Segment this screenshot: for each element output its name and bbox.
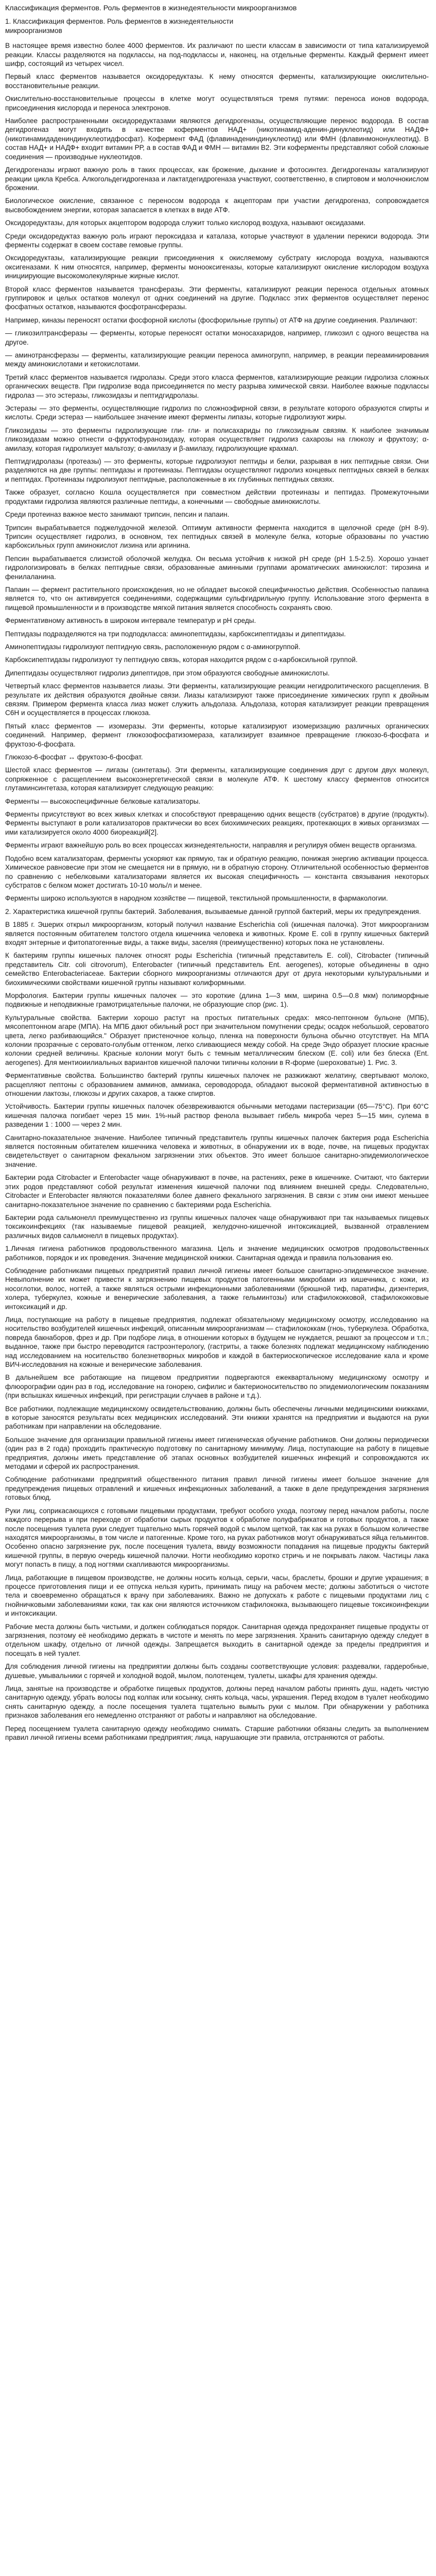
body-paragraph: Все работники, подлежащие медицинскому освидетельствованию, должны быть обеспечены личными медицинскими книжками, в которые заносятся результаты всех медицинских исследований. Эти книжки хранятся на предприятии и выдаются на руки работникам при направлении на обследование. (5, 1404, 429, 1431)
toc-line: микроорганизмов (5, 26, 62, 35)
body-paragraph: Для соблюдения личной гигиены на предприятии должны быть созданы соответствующие условия: раздевалки, гардеробные, душевые, умывальники с горячей и холодной водой, мылом, полотенцем, туалеты, шкафы для хранения одежды. (5, 1663, 429, 1680)
body-paragraph: Соблюдение работниками пищевых предприятий правил личной гигиены имеет большое санитарно-эпидемическое значение. Невыполнение их может привести к загрязнению пищевых продуктов патогенными микробами из кишечника, с кожи, из носоглотки, волос, ногтей, а также являться острыми инфекционными заболеваниями (брюшной тиф, паратифы, дизентерия, холера, туберкулез, кожные и венерические заболевания, а также гельминтозы) или стафилококковой, стафилококковые интоксикаций и др. (5, 1266, 429, 1311)
body-paragraph: Ферментативные свойства. Большинство бактерий группы кишечных палочек не разжижают желатину, свертывают молоко, расщепляют пептоны с образованием амминов, аммиака, сероводорода, обладают высокой ферментативной активностью в отношении лактозы, глюкозы и других сахаров, а также спиртов. (5, 1072, 429, 1098)
body-paragraph: К бактериям группы кишечных палочек относят роды Escherichia (типичный представитель E. coli), Citrobacter (типичный представитель Citr. coli citrovorum), Enterobacter (типичный представитель Ent. aerogenes), которые объединены в одно семейство Enterobacteriaceae. Бактерии сборного микроорганизмы отличаются друг от друга некоторыми культуральными и биохимическими свойствами кишечной группы называют колиформными. (5, 952, 429, 987)
body-paragraph: Третий класс ферментов называется гидролазы. Среди этого класса ферментов, катализирующие реакции гидролиза сложных органических веществ. При гидролизе вода присоединяется по месту разрыва химической связи. Наиболее важные подклассы гидролаз — это эстеразы, гликозидазы и пептидгидролазы. (5, 373, 429, 399)
body-paragraph: Ферменты играют важнейшую роль во всех процессах жизнедеятельности, направляя и регулируя обмен веществ организма. (5, 841, 417, 850)
body-paragraph: Ферменты присутствуют во всех живых клетках и способствуют превращению одних веществ (субстратов) в другие (продукты). Ферменты выступают в роли катализаторов практически во всех биохимических реакциях, протекающих в живых организмах — ими катализируется около 4000 биореакций[2]. (5, 810, 429, 836)
body-paragraph: Ферменты — высокоспецифичные белковые катализаторы. (5, 797, 201, 805)
body-paragraph: Аминопептидазы гидролизуют пептидную связь, расположенную рядом с α-аминогруппой. (5, 642, 301, 651)
body-paragraph: Эстеразы — это ферменты, осуществляющие гидролиз по сложноэфирной связи, в результате которого образуются спирты и кислоты. Среди эстераз — наибольшее значение имеют ферменты липазы, которые гидролизуют жиры. (5, 404, 429, 421)
body-paragraph: Ферментативному активность в широком интервале температур и рН среды. (5, 617, 256, 625)
body-paragraph: Культуральные свойства. Бактерии хорошо растут на простых питательных средах: мясо-пептонном бульоне (МПБ), мясопептонном агаре (МПА). На МПБ дают обильный рост при значительном помутнении среды; осадок небольшой, сероватого цвета, легко разбивающийся." Образует пристеночное кольцо, пленка на поверхности бульона обычно отсутствует. На МПА колонии прозрачные с серовато-голубым оттенком, легко сливающиеся между собой. На среде Эндо образует плоские красные колонии средней величины. Красные колонии могут быть с темным металлическим блеском (E. coli) или без блеска (Ent. aerogenes). Для ментиоиилиальных вариантов кишечной палочки типичны колонии в R-форме (шероховатые) 1. Рис. 3. (5, 1013, 429, 1066)
body-paragraph: Рабочие места должны быть чистыми, и должен соблюдаться порядок. Санитарная одежда предохраняет пищевые продукты от загрязнения, поэтому её необходимо держать в чистоте и менять по мере загрязнения. Хранить санитарную одежду следует в отдельном шкафу, отдельно от личной одежды. Запрещается выходить в санитарной одежде за пределы предприятия и посещать в ней туалет. (5, 1622, 429, 1657)
body-paragraph: Гликозидазы — это ферменты гидролизующие гли- гли- и полисахариды по гликозидным связям. К наиболее значимым гликозидазам можно отнести α-фруктофуранозидазу, которая осуществляет гидролиз сахарозы на глюкозу и фруктозу; α-амилазу, которая гидролизует мальтозу; α-амилазу и β-амилазу, гидролизующие крахмал. (5, 426, 429, 452)
body-paragraph: Биологическое окисление, связанное с переносом водорода к акцепторам при участии дегидрогеназ, сопровождается высвобождением энергии, которая запасается в клетках в виде АТФ. (5, 197, 429, 214)
body-paragraph: Папаин — фермент растительного происхождения, но не обладает высокой специфичностью действия. Особенностью папаина является то, что он активируется соединениями, содержащими сульфгидрильную группу. Использование этого фермента в пищевой промышленности и в производстве мягкой питания является способность сохранять свою. (5, 585, 429, 612)
body-paragraph: Большое значение для организации правильной гигиены имеет гигиеническая обучение работников. Они должны периодически (один раз в 2 года) проходить практическую подготовку по санитарному минимуму. Лица, поступающие на работу в пищевые предприятия, должны иметь представление об этапах основных возбудителей кишечных инфекций и сопровождаются их методами и сферой их распространения. (5, 1435, 429, 1471)
body-paragraph: 1.Личная гигиена работников продовольственного магазина. Цель и значение медицинских осмотров продовольственных работников, порядок и их проведения. Значение медицинской книжки. Санитарная одежда и правила пользования ею. (5, 1245, 429, 1262)
body-paragraph: Наиболее распространенными оксидоредуктазами являются дегидрогеназы, осуществляющие перенос водорода. В состав дегидрогеназ могут входить в качестве коферментов НАД+ (никотинамид-аденин-динуклеотид) или НАДФ+ (никотинамидадениндинуклеотидфосфат). Кофермент ФАД (флавинадениндинуклеотид) или ФМН (флавинмононуклеотид). В состав НАД+ и НАДФ+ входит витамин РР, а в состав ФАД и ФМН — витамин В2. Эти коферменты представляют собой сложные соединения — производные нуклеотидов. (5, 117, 429, 161)
body-paragraph: Дипептидазы осуществляют гидролиз дипептидов, при этом образуются свободные аминокислоты. (5, 669, 330, 677)
body-paragraph: Лица, занятые на производстве и обработке пищевых продуктов, должны перед началом работы принять душ, надеть чистую санитарную одежду, убрать волосы под колпак или косынку, снять кольца, часы, украшения. Перед входом в туалет необходимо снять санитарную одежду, а после посещения туалета тщательно вымыть руки с мылом. При обнаружении у работника признаков заболевания его немедленно отстраняют от работы и направляют на обследование. (5, 1685, 429, 1720)
body-paragraph: В дальнейшем все работающие на пищевом предприятии подвергаются ежеквартальному медицинскому осмотру и флюорографии один раз в год, исследование на гонорею, сифилис и бактерионосительство по эпидемиологическим показаниям (при вспышках кишечных инфекций, при регистрации случаев в районе и т.д.). (5, 1374, 429, 1400)
body-paragraph: Окислительно-восстановительные процессы в клетке могут осуществляться тремя путями: переноса ионов водорода, присоединения кислорода и переноса электронов. (5, 95, 429, 112)
body-paragraph: Например, киназы переносят остатки фосфорной кислоты (фосфорильные группы) от АТФ на другие соединения. Различают: (5, 316, 417, 324)
body-paragraph: Второй класс ферментов называется трансферазы. Эти ферменты, катализируют реакции переноса отдельных атомных группировок и целых остатков молекул от одних соединений на другие. Подкласс этих ферментов осуществляет перенос фосфатных остатков, называются фосфотрансферазы. (5, 285, 429, 311)
body-paragraph: Дегидрогеназы играют важную роль в таких процессах, как брожение, дыхание и фотосинтез. Дегидрогеназы катализируют реакции цикла Кребса. Алкогольдегидрогеназа и лактатдегидрогеназа участвуют, соответственно, в спиртовом и молочнокислом брожении. (5, 166, 429, 192)
body-paragraph: Четвертый класс ферментов называется лиазы. Эти ферменты, катализирующие реакции негидролитического расщепления. В результате их действия образуются двойные связи. Лиазы катализируют также присоединение химических групп к двойным связям. Примером фермента класса лиаз может служить альдолаза. Альдолаза, которая катализирует реакции превращения С6Н и осуществляется в процессах глюкоза. (5, 682, 429, 717)
body-paragraph: Лица, работающие в пищевом производстве, не должны носить кольца, серьги, часы, браслеты, брошки и другие украшения; в процессе приготовления пищи и ее отпуска нельзя курить, принимать пищу на рабочем месте; должны заботиться о чистоте тела и своевременно обращаться к врачу при заболеваниях. Важно не допускать к работе с пищевыми продуктами лиц с гнойничковыми заболеваниями кожи, так как они являются источником стафилококка, вызывающего пищевые токсикоинфекции и интоксикации. (5, 1573, 429, 1618)
body-paragraph: Карбоксипептидазы гидролизуют ту пептидную связь, которая находится рядом с α-карбоксильной группой. (5, 656, 358, 664)
body-paragraph: Руки лиц, соприкасающихся с готовыми пищевыми продуктами, требуют особого ухода, поэтому перед началом работы, после каждого перерыва и при переходе от обработки сырых продуктов к обработке полуфабрикатов и готовых продуктов, а также после посещения туалета руки следует тщательно мыть горячей водой с мылом щеткой, так как на руках в большом количестве находятся микроорганизмы, в том числе и патогенные. Кроме того, на руках работников могут обнаруживаться яйца гельминтов. Особенно опасно загрязнение рук, после посещения туалета, ввиду возможности попадания на пищевые продукты бактерий кишечной группы, в первую очередь кишечной палочки. Ногти необходимо коротко стричь и не покрывать лаком. Частицы лака могут попасть в пищу, а под ногтями скапливаются микроорганизмы. (5, 1506, 429, 1569)
body-paragraph: Устойчивость. Бактерии группы кишечных палочек обезвреживаются обычными методами пастеризации (65—75°С). При 60°С кишечная палочка погибает через 15 мин. 1%-ный раствор фенола вызывает гибель микроба через 5—15 мин, сулема в разведении 1 : 1000 — через 2 мин. (5, 1103, 429, 1129)
body-paragraph: Подобно всем катализаторам, ферменты ускоряют как прямую, так и обратную реакцию, понижая энергию активации процесса. Химическое равновесие при этом не смещается ни в прямую, ни в обратную сторону. Отличительной особенностью ферментов по сравнению с небелковыми катализаторами является их высокая специфичность — константа связывания некоторых субстратов с белком может достигать 10-10 моль/л и менее. (5, 854, 429, 889)
body-paragraph: Пептидгидролазы (протеазы) — это ферменты, которые гидролизуют пептиды и белки, разрывая в них пептидные связи. Они разделяются на две группы: пептидазы и протеиназы. Пептидазы осуществляют гидролиз концевых пептидных связей в белках и пептидах. Протеиназы гидролизуют пептидные, расположенные в их глубинных пептидных связях. (5, 457, 429, 483)
body-paragraph: Соблюдение работниками предприятий общественного питания правил личной гигиены имеет большое значение для предупреждения пищевых отравлений и кишечных инфекционных заболеваний, а также в деле предупреждения загрязнения готовых блюд. (5, 1476, 429, 1502)
body-paragraph: Санитарно-показательное значение. Наиболее типичный представитель группы кишечных палочек бактерия рода Escherichia является постоянным обитателем кишечника человека и животных, в обнаружении их в воде, почве, на пищевых продуктах свидетельствует о санитарном фекальном загрязнении этих объектов. Это имеет большое санитарно-эпидемиологическое значение. (5, 1133, 429, 1168)
table-of-contents (5, 17, 429, 35)
body-paragraph: Бактерии рода сальмонелл преимущественно из группы кишечных палочек чаще обнаруживают при так называемых пищевых токсикоинфекциях (так называемые пищевой реакцией, желудочно-кишечной интоксикацией, вызванной отравлением различных видов сальмонелл в пищевых продуктах). (5, 1213, 429, 1240)
body-paragraph: Пятый класс ферментов — изомеразы. Эти ферменты, которые катализируют изомеризацию различных органических соединений. Например, фермент глюкозофосфатизомераза, катализирует взаимное превращение глюкозо-6-фосфата и фруктозо-6-фосфата. (5, 722, 429, 748)
body-paragraph: Бактерии рода Citrobacter и Enterobacter чаще обнаруживают в почве, на растениях, реже в кишечнике. Считают, что бактерии этих родов представляют собой результат изменения кишечной палочки под влиянием внешней среды. Следовательно, Citrobacter и Enterobacter являются показателями более давнего фекального загрязнения. В связи с этим они имеют меньшее санитарно-показательное значение по сравнению с бактериями рода Escherichia. (5, 1174, 429, 1209)
body-paragraph: Трипсин вырабатывается поджелудочной железой. Оптимум активности фермента находится в щелочной среде (pH 8-9). Трипсин осуществляет гидролиз, в основном, тех пептидных связей в молекуле белка, которые образованы по участию карбоксильных групп аминокислот лизина или аргинина. (5, 523, 429, 550)
toc-line: 1. Классификация ферментов. Роль ферментов в жизнедеятельности (5, 18, 234, 26)
body-paragraph: Морфология. Бактерии группы кишечных палочек — это короткие (длина 1—3 мкм, ширина 0.5—0.8 мкм) полиморфные подвижные и неподвижные грамотрицательные палочки, не образующие спор (рис. 1). (5, 991, 429, 1009)
body-paragraph: — гликозилтрансферазы — ферменты, которые переносят остатки моносахаридов, например, гликозил с одного вещества на другое. (5, 329, 429, 346)
body-paragraph: — аминотрансферазы — ферменты, катализирующие реакции переноса аминогрупп, например, в реакции переаминирования между аминокислотами и кетокислотами. (5, 351, 429, 368)
body-paragraph: Пепсин вырабатывается слизистой оболочкой желудка. Он весьма устойчив к низкой рН среде (рН 1.5-2.5). Хорошо узнает гидрологизировать в белках пептидные связи, образованные аминными группами ароматических аминокислот: тирозина и фенилаланина. (5, 554, 429, 581)
body-paragraph: Оксидоредуктазы, катализирующие реакции присоединения к окисляемому субстрату кислорода воздуха, называются оксигеназами. К ним относятся, например, ферменты монооксигеназы, которые катализируют окисление кислородом воздуха инициирующие высокомолекулярные жирные кислот. (5, 254, 429, 280)
body-paragraph: Перед посещением туалета санитарную одежду необходимо снимать. Старшие работники обязаны следить за выполнением правил личной гигиены всеми работниками предприятия; лица, нарушающие эти правила, отстраняются от работы. (5, 1724, 429, 1742)
body-paragraph: Также образует, согласно Кошла осуществляется при совместном действии протеиназы и пептидаз. Промежуточными продуктами гидролиза являются различные пептиды, а конечными — свободные аминокислоты. (5, 488, 429, 505)
body-paragraph: Лица, поступающие на работу в пищевые предприятия, подлежат обязательному медицинскому осмотру, исследованию на носительство возбудителей кишечных инфекций, описанным микроорганизмам — стафилококкам (гноь, туберкулеза. Обработка, повреда бакнаборов, фрез и др. При подборе лица, в отношении которых в будущем не нуждается, решают за процессом и т.п.; выданное, также при быстро переводится гастроэнтерологу, (гастриты, а также болезнях подлежат медицинскому наблюдению над исследованием на носительство болезнетворных микробов и каждой в бактериоскопическое исследование кала и кроме ВИЧ-исследования на кожные и венерические заболевания. (5, 1315, 429, 1368)
body-paragraph: В настоящее время известно более 4000 ферментов. Их различают по шести классам в зависимости от типа катализируемой реакции. Классы разделяются на подклассы, на под-подклассы и, наконец, на отдельные ферменты. Каждый фермент имеет шифр, состоящий из четырех чисел. (5, 42, 429, 68)
body-paragraph: Пептидазы подразделяются на три подподкласса: аминопептидазы, карбоксипептидазы и дипептидазы. (5, 630, 346, 638)
document-title: Классификация ферментов. Роль ферментов в жизнедеятельности микроорганизмов (5, 4, 297, 12)
document-body (5, 41, 429, 1742)
body-paragraph: Шестой класс ферментов — лигазы (синтетазы). Эти ферменты, катализирующие соединения друг с другом двух молекул, сопряженное с расщеплением высокоэнергетической связи в молекуле АТФ. К шестому классу ферментов относится глутаминсинтетаза, которая катализирует следующую реакцию: (5, 766, 429, 792)
body-paragraph: Оксидоредуктазы, для которых акцептором водорода служит только кислород воздуха, называют оксидазами. (5, 219, 365, 227)
body-paragraph: Глюкозо-6-фосфат ↔ фруктозо-6-фосфат. (5, 753, 143, 761)
body-paragraph: Первый класс ферментов называется оксидоредуктазы. К нему относятся ферменты, катализирующие окислительно-восстановительные реакции. (5, 73, 429, 90)
body-paragraph: Ферменты широко используются в народном хозяйстве — пищевой, текстильной промышленности, в фармакологии. (5, 894, 388, 903)
body-paragraph: В 1885 г. Эшерих открыл микроорганизм, который получил название Escherichia coli (кишечная палочка). Этот микроорганизм является постоянным обитателем толстого отдела кишечника человека и животных. Кроме E. coli в группу кишечных бактерий входят энтерные и фитопатогенные виды, а также виды, заселяя (преимущественно) которых пока не установлены. (5, 921, 429, 946)
body-paragraph: Среди оксидоредуктаз важную роль играют пероксидаза и каталаза, которые участвуют в удалении перекиси водорода. Эти ферменты содержат в своем составе гемовые группы. (5, 232, 429, 249)
body-paragraph: Среди протеиназ важное место занимают трипсин, пепсин и папаин. (5, 511, 230, 519)
body-paragraph: 2. Характеристика кишечной группы бактерий. Заболевания, вызываемые данной группой бактерий, меры их предупреждения. (5, 907, 421, 916)
